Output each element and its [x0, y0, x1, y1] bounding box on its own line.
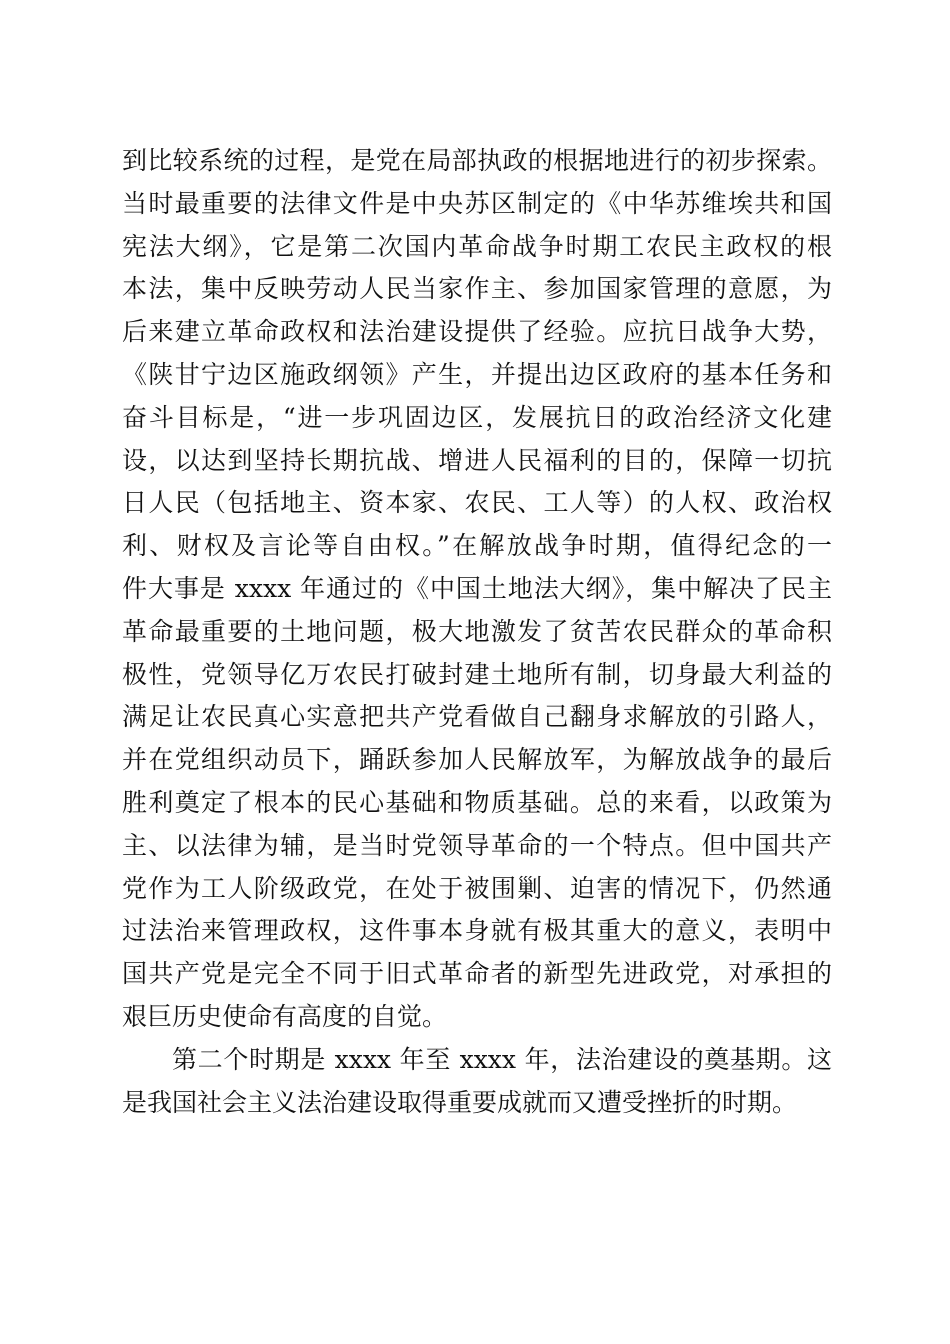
text-line: 主、以法律为辅，是当时党领导革命的一个特点。但中国共产 — [122, 830, 832, 860]
paragraph-2 — [122, 1039, 832, 1125]
text-line: 《陕甘宁边区施政纲领》产生，并提出边区政府的基本任务和 — [122, 359, 832, 389]
text-line: 件大事是 xxxx 年通过的《中国土地法大纲》，集中解决了民主 — [122, 573, 832, 603]
text-line: 过法治来管理政权，这件事本身就有极其重大的意义，表明中 — [122, 916, 832, 946]
text-line: 党作为工人阶级政党，在处于被围剿、迫害的情况下，仍然通 — [122, 873, 832, 903]
text-line: 并在党组织动员下，踊跃参加人民解放军，为解放战争的最后 — [122, 745, 832, 775]
text-line: 满足让农民真心实意把共产党看做自己翻身求解放的引路人， — [122, 702, 832, 732]
text-line: 到比较系统的过程，是党在局部执政的根据地进行的初步探索。 — [122, 146, 832, 175]
text-line: 奋斗目标是，“进一步巩固边区，发展抗日的政治经济文化建 — [122, 402, 832, 432]
text-line: 当时最重要的法律文件是中央苏区制定的《中华苏维埃共和国 — [122, 188, 832, 218]
text-line: 第二个时期是 xxxx 年至 xxxx 年，法治建设的奠基期。这 — [172, 1044, 832, 1074]
text-line: 艰巨历史使命有高度的自觉。 — [122, 1001, 448, 1031]
paragraph-1 — [122, 140, 832, 1039]
body-text — [122, 140, 832, 1124]
text-line: 国共产党是完全不同于旧式革命者的新型先进政党，对承担的 — [122, 959, 832, 989]
text-line: 设，以达到坚持长期抗战、增进人民福利的目的，保障一切抗 — [122, 445, 832, 475]
text-line: 极性，党领导亿万农民打破封建土地所有制，切身最大利益的 — [122, 659, 832, 689]
text-line: 利、财权及言论等自由权。”在解放战争时期，值得纪念的一 — [122, 531, 832, 561]
text-line: 后来建立革命政权和法治建设提供了经验。应抗日战争大势， — [122, 317, 832, 347]
text-line: 革命最重要的土地问题，极大地激发了贫苦农民群众的革命积 — [122, 616, 832, 646]
text-line: 宪法大纲》，它是第二次国内革命战争时期工农民主政权的根 — [122, 231, 832, 261]
text-line: 本法，集中反映劳动人民当家作主、参加国家管理的意愿，为 — [122, 274, 832, 304]
text-line: 日人民（包括地主、资本家、农民、工人等）的人权、政治权 — [122, 488, 832, 518]
text-line: 胜利奠定了根本的民心基础和物质基础。总的来看，以政策为 — [122, 787, 832, 817]
text-line: 是我国社会主义法治建设取得重要成就而又遭受挫折的时期。 — [122, 1087, 798, 1117]
